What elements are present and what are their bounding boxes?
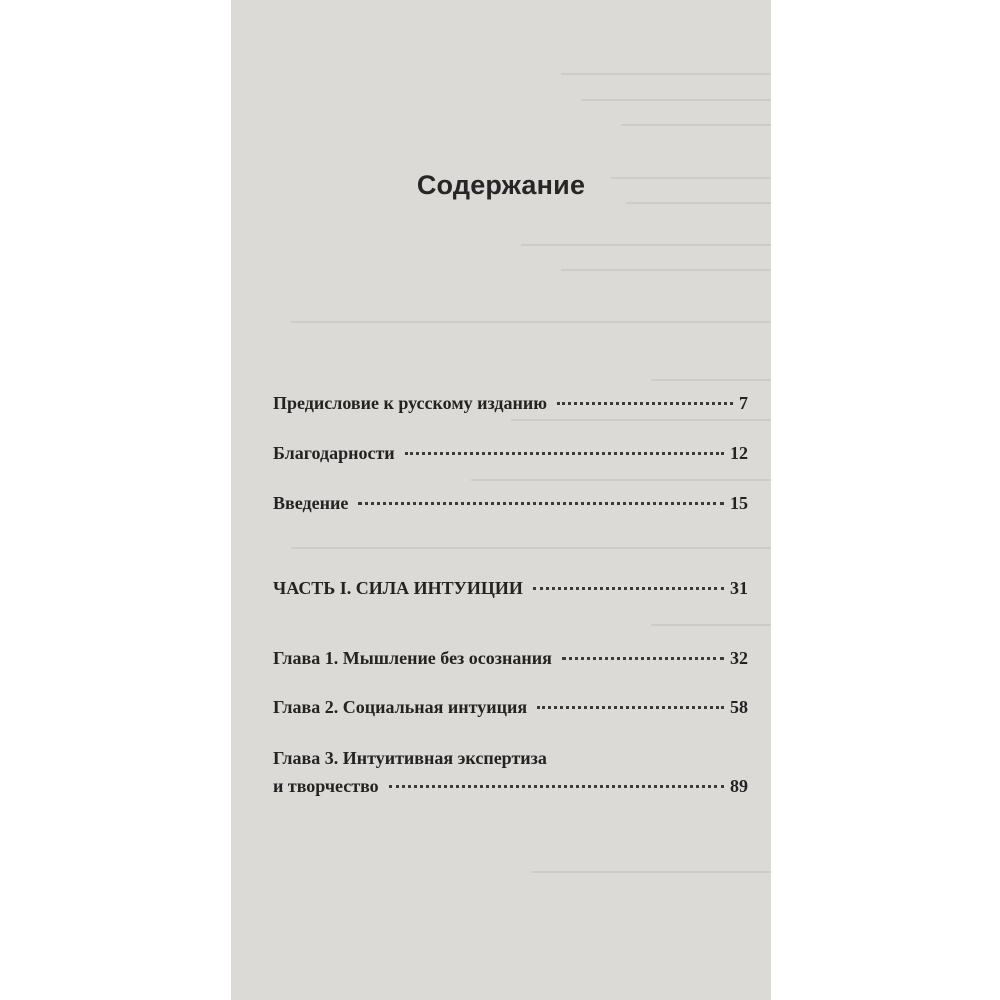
- toc-entry-label: Глава 2. Социальная интуиция: [273, 697, 528, 717]
- toc-entry-chapter-2: [273, 694, 748, 720]
- toc-entry-chapter-3: [273, 745, 748, 799]
- dot-leader: [358, 502, 724, 505]
- toc-entry-page: 89: [730, 776, 748, 796]
- toc-entry-preface: [273, 390, 748, 416]
- toc-entry-page: 15: [730, 493, 748, 513]
- toc-entry-label: Глава 1. Мышление без осознания: [273, 648, 552, 668]
- dot-leader: [389, 785, 724, 788]
- page-title: Содержание: [416, 170, 586, 200]
- dot-leader: [557, 402, 733, 405]
- toc-entry-label: Предисловие к русскому изданию: [273, 393, 547, 413]
- toc-entry-label-line2: и творчество: [273, 776, 379, 796]
- toc-entry-label: Введение: [273, 493, 349, 513]
- toc-entry-page: 7: [739, 393, 748, 413]
- dot-leader: [562, 657, 724, 660]
- toc-entry-chapter-1: [273, 645, 748, 671]
- toc-entry-page: 31: [730, 578, 748, 598]
- toc-entry-acknowledgments: [273, 440, 748, 466]
- dot-leader: [405, 452, 724, 455]
- toc-entry-part-1: [273, 575, 748, 601]
- toc-entry-page: 12: [730, 443, 748, 463]
- book-page: [231, 0, 771, 1000]
- toc-entry-label-line1: Глава 3. Интуитивная экспертиза: [273, 748, 547, 768]
- toc-entry-label: Благодарности: [273, 443, 395, 463]
- toc-entry-page: 32: [730, 648, 748, 668]
- toc-entry-page: 58: [730, 697, 748, 717]
- dot-leader: [533, 587, 724, 590]
- toc-entry-label: ЧАСТЬ I. СИЛА ИНТУИЦИИ: [273, 578, 523, 598]
- toc-entry-introduction: [273, 490, 748, 516]
- dot-leader: [537, 706, 724, 709]
